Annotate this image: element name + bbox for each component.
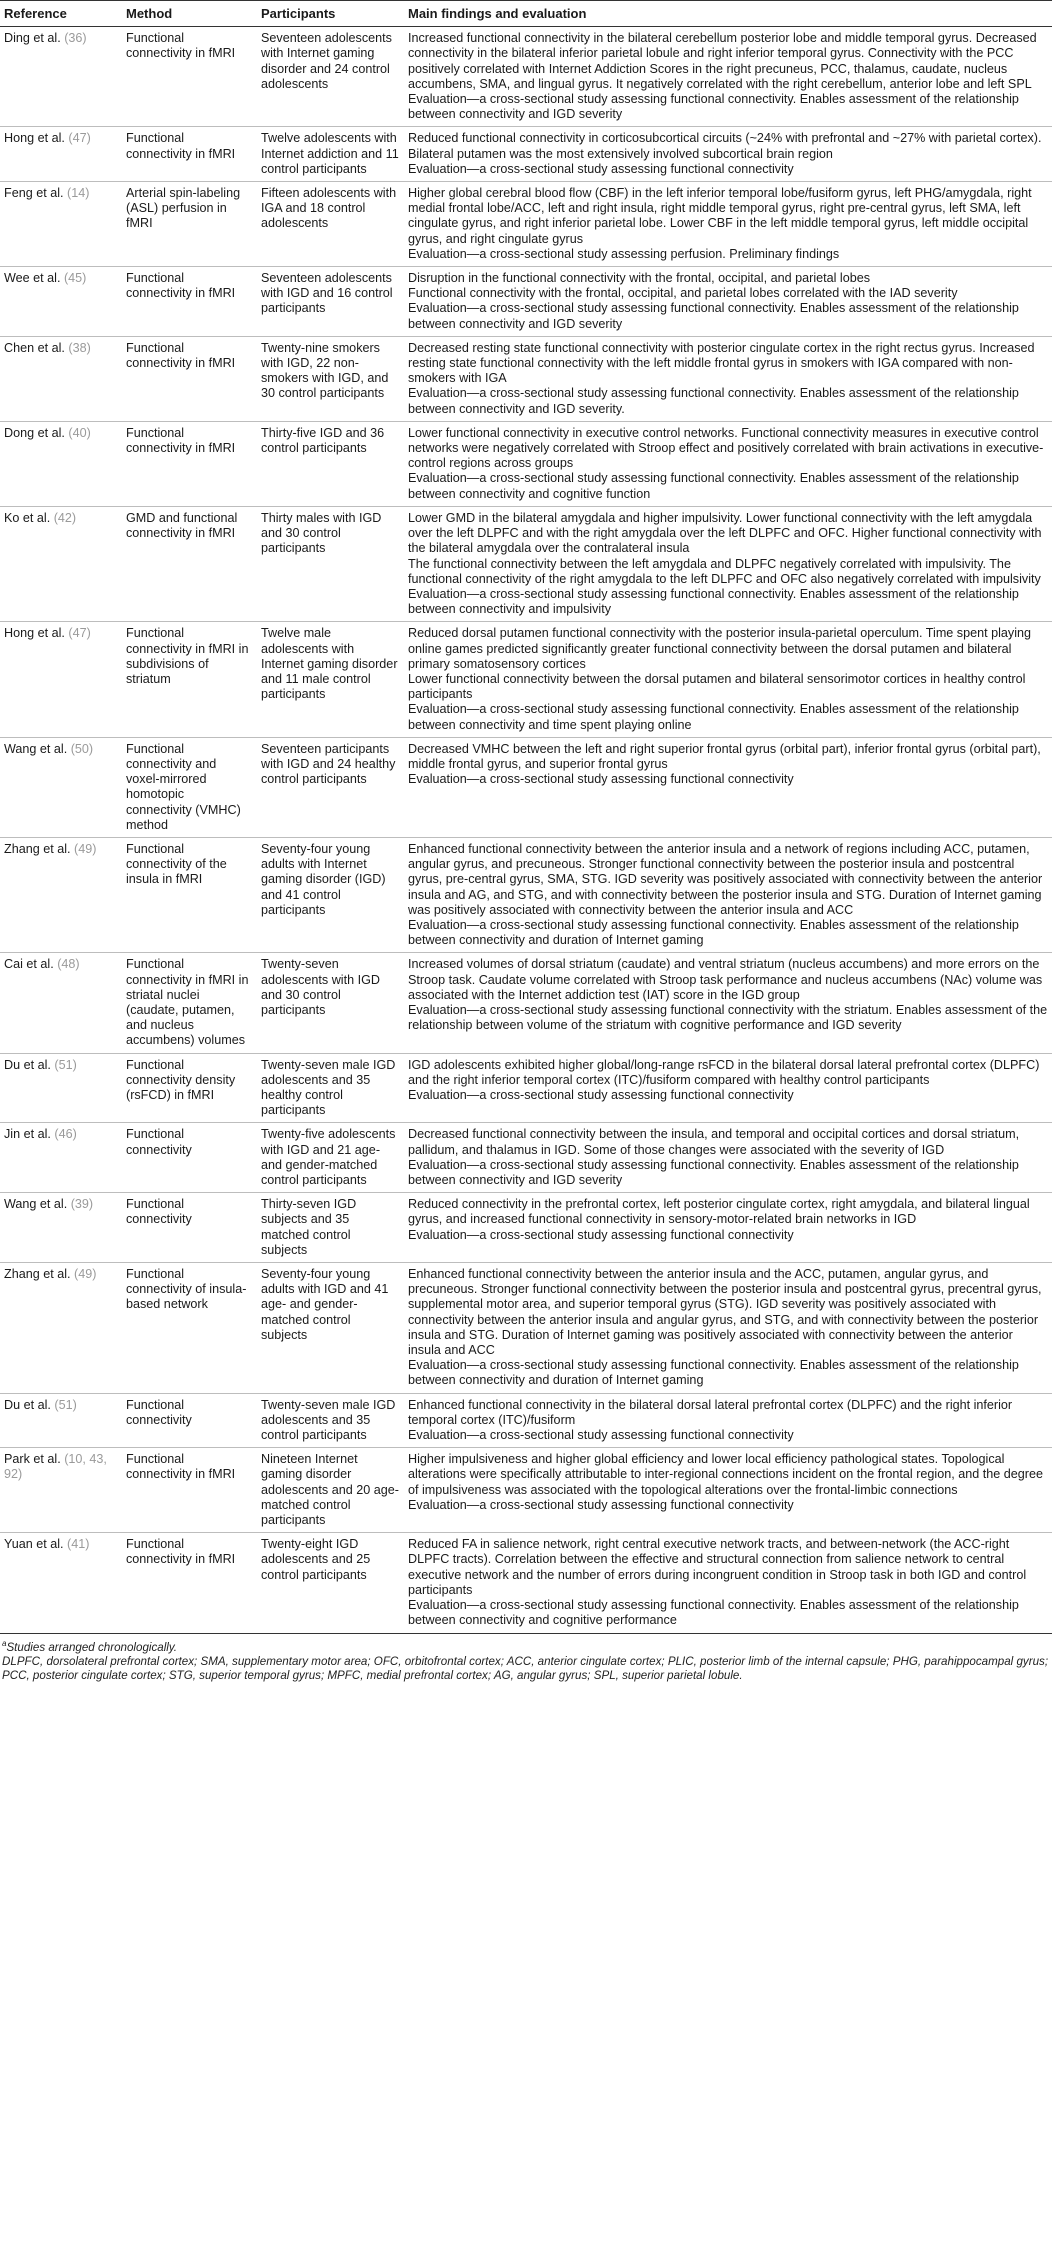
- table-row: [0, 1448, 1052, 1533]
- reference-author: Du et al.: [4, 1057, 51, 1072]
- table-row: [0, 1123, 1052, 1193]
- finding-paragraph: The functional connectivity between the left amygdala and DLPFC negatively correlated with impulsivity. The functional connectivity of the right amygdala to the left DLPFC and OFC also negatively correlated with impulsivity: [408, 556, 1041, 586]
- cell-findings: [404, 506, 1052, 621]
- cell-reference: [0, 1533, 122, 1633]
- finding-paragraph: Enhanced functional connectivity in the bilateral dorsal lateral prefrontal cortex (DLPFC) and the right inferior temporal cortex (ITC)/fusiform: [408, 1397, 1013, 1427]
- cell-method: Functional connectivity in fMRI: [122, 127, 257, 182]
- reference-author: Zhang et al.: [4, 841, 71, 856]
- cell-method: Functional connectivity of the insula in fMRI: [122, 837, 257, 952]
- cell-participants: Twenty-nine smokers with IGD, 22 non-smokers with IGD, and 30 control participants: [257, 336, 404, 421]
- cell-reference: [0, 267, 122, 337]
- reference-number-link[interactable]: (47): [68, 626, 91, 641]
- finding-paragraph: Evaluation—a cross-sectional study assessing functional connectivity. Enables assessment of the relationship between connectivity and IGD severity: [408, 301, 1019, 331]
- cell-method: GMD and functional connectivity in fMRI: [122, 506, 257, 621]
- cell-participants: Seventy-four young adults with Internet gaming disorder (IGD) and 41 control participants: [257, 837, 404, 952]
- cell-method: Functional connectivity in fMRI in striatal nuclei (caudate, putamen, and nucleus accumbens) volumes: [122, 953, 257, 1053]
- cell-participants: Fifteen adolescents with IGA and 18 control adolescents: [257, 182, 404, 267]
- finding-paragraph: Evaluation—a cross-sectional study assessing functional connectivity. Enables assessment of the relationship between connectivity and cognitive function: [408, 471, 1019, 501]
- header-method: Method: [122, 1, 257, 27]
- cell-method: Functional connectivity in fMRI: [122, 1533, 257, 1633]
- finding-paragraph: Evaluation—a cross-sectional study assessing functional connectivity with the striatum. Enables assessment of the relationship between volume of the striatum with cognitive performance and IGD severity: [408, 1002, 1048, 1033]
- reference-author: Dong et al.: [4, 425, 65, 440]
- cell-method: Functional connectivity in fMRI in subdivisions of striatum: [122, 622, 257, 737]
- cell-reference: [0, 127, 122, 182]
- reference-author: Wang et al.: [4, 741, 68, 756]
- cell-participants: Twenty-seven adolescents with IGD and 30 control participants: [257, 953, 404, 1053]
- reference-author: Du et al.: [4, 1397, 51, 1412]
- finding-paragraph: Lower functional connectivity in executive control networks. Functional connectivity measures in executive control networks were negatively correlated with Stroop effect and positively correlated with brain activations in executive-control regions across groups: [408, 425, 1044, 471]
- finding-paragraph: Increased volumes of dorsal striatum (caudate) and ventral striatum (nucleus accumbens) and more errors on the Stroop task. Caudate volume correlated with Stroop task performance and nucleus accumbens (NAc) volume was associated with the Internet addiction test (IAT) score in the IGD group: [408, 957, 1043, 1002]
- cell-reference: [0, 1053, 122, 1123]
- cell-participants: Thirty-five IGD and 36 control participants: [257, 421, 404, 506]
- cell-method: Functional connectivity and voxel-mirrored homotopic connectivity (VMHC) method: [122, 737, 257, 837]
- reference-number-link[interactable]: (51): [54, 1397, 77, 1412]
- cell-reference: [0, 737, 122, 837]
- cell-findings: [404, 953, 1052, 1053]
- table-header: [0, 1, 1052, 27]
- finding-paragraph: Lower functional connectivity between the dorsal putamen and bilateral sensorimotor cortices in healthy control participants: [408, 671, 1026, 702]
- reference-number-link[interactable]: (41): [67, 1537, 90, 1552]
- reference-author: Zhang et al.: [4, 1267, 71, 1282]
- cell-reference: [0, 837, 122, 952]
- finding-paragraph: Reduced functional connectivity in corticosubcortical circuits (~24% with prefrontal and ~27% with parietal cortex). Bilateral putamen was the most extensively involved subcortical brain region: [408, 131, 1042, 161]
- cell-findings: [404, 421, 1052, 506]
- table-row: [0, 953, 1052, 1053]
- finding-paragraph: Decreased VMHC between the left and right superior frontal gyrus (orbital part), inferior frontal gyrus (orbital part), middle frontal gyrus, and superior frontal gyrus: [408, 741, 1041, 771]
- reference-author: Jin et al.: [4, 1127, 51, 1142]
- cell-method: Arterial spin-labeling (ASL) perfusion in fMRI: [122, 182, 257, 267]
- cell-reference: [0, 336, 122, 421]
- finding-paragraph: Evaluation—a cross-sectional study assessing functional connectivity. Enables assessment of the relationship between connectivity and IGD severity: [408, 92, 1019, 122]
- cell-method: Functional connectivity density (rsFCD) in fMRI: [122, 1053, 257, 1123]
- footnote-arranged-text: Studies arranged chronologically.: [6, 1640, 178, 1654]
- reference-author: Hong et al.: [4, 131, 65, 146]
- finding-paragraph: Evaluation—a cross-sectional study assessing functional connectivity. Enables assessment of the relationship between connectivity and impulsivity: [408, 586, 1019, 617]
- finding-paragraph: Evaluation—a cross-sectional study assessing functional connectivity. Enables assessment of the relationship between connectivity and time spent playing online: [408, 702, 1019, 732]
- cell-participants: Twenty-five adolescents with IGD and 21 age- and gender-matched control participants: [257, 1123, 404, 1193]
- cell-method: Functional connectivity: [122, 1193, 257, 1263]
- cell-participants: Thirty-seven IGD subjects and 35 matched control subjects: [257, 1193, 404, 1263]
- finding-paragraph: Functional connectivity with the frontal, occipital, and parietal lobes correlated with the IAD severity: [408, 286, 958, 301]
- finding-paragraph: Enhanced functional connectivity between the anterior insula and a network of regions including ACC, putamen, angular gyrus, and precuneous. Stronger functional connectivity between the posterior insula and postcentral gyrus, pre-central gyrus, SMA, STG. IGD severity was positively associated with connectivity between the anterior insula and AG, and STG, and with connectivity between the posterior insula and STG. Duration of Internet gaming was positively associated with connectivity between the anterior insula and ACC: [408, 841, 1043, 917]
- finding-paragraph: Evaluation—a cross-sectional study assessing functional connectivity: [408, 1088, 794, 1102]
- table-row: [0, 182, 1052, 267]
- reference-number-link[interactable]: (38): [68, 340, 91, 355]
- cell-participants: Seventeen participants with IGD and 24 healthy control participants: [257, 737, 404, 837]
- table-row: [0, 1263, 1052, 1394]
- reference-number-link[interactable]: (49): [74, 841, 97, 856]
- reference-number-link[interactable]: (42): [53, 510, 77, 525]
- finding-paragraph: Higher impulsiveness and higher global efficiency and lower local efficiency pathological states. Topological alterations were specifically attributable to inter-regional connections incident on the frontal region, and the degree of impulsiveness was associated with the topological alterations over the frontal-limbic connections: [408, 1452, 1043, 1497]
- cell-findings: [404, 1263, 1052, 1394]
- reference-author: Yuan et al.: [4, 1537, 64, 1552]
- table-row: [0, 27, 1052, 127]
- reference-author: Wang et al.: [4, 1197, 68, 1212]
- finding-paragraph: Evaluation—a cross-sectional study assessing functional connectivity: [408, 1428, 794, 1443]
- reference-number-link[interactable]: (36): [64, 31, 87, 46]
- reference-author: Feng et al.: [4, 186, 64, 201]
- table-row: [0, 737, 1052, 837]
- cell-participants: Twelve adolescents with Internet addiction and 11 control participants: [257, 127, 404, 182]
- header-reference: Reference: [0, 1, 122, 27]
- cell-method: Functional connectivity: [122, 1123, 257, 1193]
- cell-method: Functional connectivity in fMRI: [122, 1448, 257, 1533]
- table-row: [0, 622, 1052, 737]
- reference-number-link[interactable]: (14): [67, 186, 90, 201]
- reference-author: Park et al.: [4, 1452, 61, 1467]
- cell-findings: [404, 27, 1052, 127]
- header-findings: Main findings and evaluation: [404, 1, 1052, 27]
- cell-reference: [0, 1448, 122, 1533]
- table-row: [0, 421, 1052, 506]
- cell-participants: Thirty males with IGD and 30 control participants: [257, 506, 404, 621]
- footnote-marker: a: [2, 1638, 7, 1648]
- finding-paragraph: Evaluation—a cross-sectional study assessing functional connectivity: [408, 161, 794, 176]
- finding-paragraph: Reduced connectivity in the prefrontal cortex, left posterior cingulate cortex, right amygdala, and bilateral lingual gyrus, and increased functional connectivity in sensory-motor-related brain networks in IGD: [408, 1197, 1030, 1227]
- reference-number-link[interactable]: (51): [54, 1057, 77, 1072]
- header-row: [0, 1, 1052, 27]
- reference-number-link[interactable]: (45): [63, 271, 87, 286]
- reference-number-link[interactable]: (50): [70, 741, 94, 756]
- finding-paragraph: Evaluation—a cross-sectional study assessing functional connectivity: [408, 1227, 794, 1242]
- cell-method: Functional connectivity in fMRI: [122, 336, 257, 421]
- finding-paragraph: Evaluation—a cross-sectional study assessing functional connectivity: [408, 772, 794, 787]
- footnote-abbreviations: DLPFC, dorsolateral prefrontal cortex; SMA, supplementary motor area; OFC, orbitofrontal cortex; ACC, anterior cingulate cortex; PLIC, posterior limb of the internal capsule; PHG, parahippocampal gyrus; PCC, posterior cingulate cortex; STG, superior temporal gyrus; MPFC, medial prefrontal cortex; AG, angular gyrus; SPL, superior parietal lobule.: [2, 1654, 1049, 1683]
- cell-participants: Twenty-seven male IGD adolescents and 35 healthy control participants: [257, 1053, 404, 1123]
- finding-paragraph: Evaluation—a cross-sectional study assessing functional connectivity. Enables assessment of the relationship between connectivity and IGD severity: [408, 1157, 1019, 1188]
- cell-participants: Nineteen Internet gaming disorder adolescents and 20 age-matched control participants: [257, 1448, 404, 1533]
- reference-author: Cai et al.: [4, 957, 54, 972]
- finding-paragraph: Reduced dorsal putamen functional connectivity with the posterior insula-parietal operculum. Time spent playing online games predicted significantly greater functional connectivity between the dorsal putamen and bilateral primary somatosensory cortices: [408, 626, 1032, 671]
- cell-reference: [0, 27, 122, 127]
- reference-author: Hong et al.: [4, 626, 65, 641]
- finding-paragraph: Higher global cerebral blood flow (CBF) in the left inferior temporal lobe/fusiform gyrus, left PHG/amygdala, right medial frontal lobe/ACC, left and right insula, right middle temporal gyrus, right pre-central gyrus, left SMA, left cingulate gyrus, and right inferior parietal lobe. Lower CBF in the left middle temporal gyrus, left middle occipital gyrus, and right cingulate gyrus: [408, 186, 1032, 246]
- cell-findings: [404, 1533, 1052, 1633]
- cell-participants: Seventeen adolescents with IGD and 16 control participants: [257, 267, 404, 337]
- reference-author: Chen et al.: [4, 340, 65, 355]
- table-row: [0, 336, 1052, 421]
- cell-participants: Twenty-seven male IGD adolescents and 35 control participants: [257, 1393, 404, 1448]
- cell-findings: [404, 1193, 1052, 1263]
- cell-reference: [0, 1193, 122, 1263]
- finding-paragraph: Evaluation—a cross-sectional study assessing functional connectivity: [408, 1497, 794, 1512]
- table-row: [0, 506, 1052, 621]
- cell-reference: [0, 953, 122, 1053]
- cell-reference: [0, 622, 122, 737]
- finding-paragraph: Evaluation—a cross-sectional study assessing functional connectivity. Enables assessment of the relationship between connectivity and cognitive performance: [408, 1598, 1019, 1628]
- cell-findings: [404, 837, 1052, 952]
- reference-number-link[interactable]: (47): [68, 131, 91, 146]
- reference-author: Ko et al.: [4, 510, 51, 525]
- cell-findings: [404, 267, 1052, 337]
- reference-author: Ding et al.: [4, 31, 61, 46]
- cell-method: Functional connectivity in fMRI: [122, 267, 257, 337]
- finding-paragraph: Evaluation—a cross-sectional study assessing functional connectivity. Enables assessment of the relationship between connectivity and IGD severity.: [408, 386, 1019, 416]
- table-row: [0, 127, 1052, 182]
- table-footnotes: [0, 1634, 1052, 1684]
- finding-paragraph: IGD adolescents exhibited higher global/long-range rsFCD in the bilateral dorsal lateral prefrontal cortex (DLPFC) and the right inferior temporal cortex (ITC)/fusiform compared with healthy control participants: [408, 1057, 1040, 1087]
- cell-findings: [404, 1053, 1052, 1123]
- cell-findings: [404, 336, 1052, 421]
- table-row: [0, 837, 1052, 952]
- table-row: [0, 1053, 1052, 1123]
- cell-findings: [404, 182, 1052, 267]
- cell-reference: [0, 1263, 122, 1394]
- cell-reference: [0, 1393, 122, 1448]
- cell-method: Functional connectivity in fMRI: [122, 27, 257, 127]
- finding-paragraph: Decreased resting state functional connectivity with posterior cingulate cortex in the right rectus gyrus. Increased resting state functional connectivity with the left middle frontal gyrus in smokers with IGA compared with non-smokers with IGA: [408, 340, 1035, 386]
- cell-findings: [404, 1448, 1052, 1533]
- cell-participants: Twenty-eight IGD adolescents and 25 control participants: [257, 1533, 404, 1633]
- header-participants: Participants: [257, 1, 404, 27]
- finding-paragraph: Increased functional connectivity in the bilateral cerebellum posterior lobe and middle temporal gyrus. Decreased connectivity in the bilateral inferior parietal lobule and right inferior temporal gyrus. Connectivity with the PCC positively correlated with Internet Addiction Scores in the right precuneus, PCC, thalamus, caudate, nucleus accumbens, SMA, and lingual gyrus. It negatively correlated with the right cerebellum, anterior lobe and left SPL: [408, 31, 1037, 91]
- reference-number-link[interactable]: (40): [68, 425, 91, 440]
- cell-reference: [0, 182, 122, 267]
- finding-paragraph: Evaluation—a cross-sectional study assessing functional connectivity. Enables assessment of the relationship between connectivity and duration of Internet gaming: [408, 1358, 1019, 1388]
- cell-method: Functional connectivity in fMRI: [122, 421, 257, 506]
- table-row: [0, 1193, 1052, 1263]
- cell-reference: [0, 1123, 122, 1193]
- finding-paragraph: Reduced FA in salience network, right central executive network tracts, and between-network (the ACC-right DLPFC tracts). Correlation between the effective and structural connection from salience network to central executive network and the number of errors during incongruent condition in Stroop task in both IGD and control participants: [408, 1537, 1027, 1597]
- table-body: [0, 27, 1052, 1633]
- cell-participants: Twelve male adolescents with Internet gaming disorder and 11 male control participants: [257, 622, 404, 737]
- finding-paragraph: Evaluation—a cross-sectional study assessing functional connectivity. Enables assessment of the relationship between connectivity and duration of Internet gaming: [408, 917, 1019, 948]
- finding-paragraph: Lower GMD in the bilateral amygdala and higher impulsivity. Lower functional connectivity with the left amygdala over the left DLPFC and with the right amygdala over the left DLPFC and OFC. Higher functional connectivity with the bilateral amygdala over the contralateral insula: [408, 510, 1042, 556]
- cell-findings: [404, 622, 1052, 737]
- reference-number-link[interactable]: (49): [74, 1267, 97, 1282]
- cell-method: Functional connectivity: [122, 1393, 257, 1448]
- reference-number-link[interactable]: (39): [70, 1197, 94, 1212]
- cell-participants: Seventeen adolescents with Internet gaming disorder and 24 control adolescents: [257, 27, 404, 127]
- finding-paragraph: Decreased functional connectivity between the insula, and temporal and occipital cortices and dorsal striatum, pallidum, and thalamus in IGD. Some of those changes were associated with the severity of IGD: [408, 1127, 1020, 1157]
- reference-number-link[interactable]: (10, 43, 92): [4, 1452, 107, 1482]
- finding-paragraph: Disruption in the functional connectivity with the frontal, occipital, and parietal lobes: [408, 271, 871, 286]
- cell-reference: [0, 421, 122, 506]
- cell-findings: [404, 737, 1052, 837]
- reference-number-link[interactable]: (46): [54, 1127, 77, 1142]
- cell-participants: Seventy-four young adults with IGD and 41 age- and gender-matched control subjects: [257, 1263, 404, 1394]
- finding-paragraph: Enhanced functional connectivity between the anterior insula and the ACC, putamen, angular gyrus, and precuneous. Stronger functional connectivity between the posterior insula and postcentral gyrus, precentral gyrus, supplemental motor area, and superior temporal gyrus (STG). IGD severity was positively associated with connectivity between the anterior insula and angular gyrus, and STG, and with connectivity between the posterior insula and STG. Duration of Internet gaming was positively associated with connectivity between the anterior insula and ACC: [408, 1267, 1042, 1358]
- cell-findings: [404, 1123, 1052, 1193]
- cell-findings: [404, 127, 1052, 182]
- cell-findings: [404, 1393, 1052, 1448]
- cell-reference: [0, 506, 122, 621]
- table-row: [0, 1533, 1052, 1633]
- finding-paragraph: Evaluation—a cross-sectional study assessing perfusion. Preliminary findings: [408, 246, 840, 261]
- reference-author: Wee et al.: [4, 271, 61, 286]
- reference-number-link[interactable]: (48): [57, 957, 80, 972]
- table-row: [0, 267, 1052, 337]
- table-row: [0, 1393, 1052, 1448]
- footnote-arranged: [2, 1637, 1050, 1655]
- cell-method: Functional connectivity of insula-based network: [122, 1263, 257, 1394]
